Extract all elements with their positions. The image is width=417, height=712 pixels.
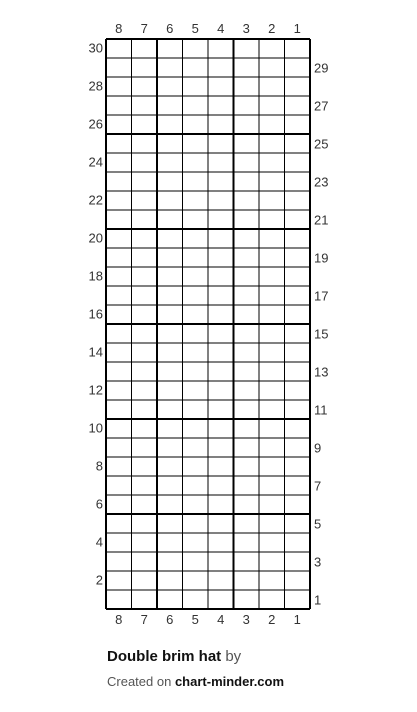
chart-grid [106,39,310,609]
column-number-bottom: 3 [242,612,250,627]
row-number-right: 21 [314,212,329,228]
row-number-right: 27 [314,98,329,114]
row-number-right: 1 [314,592,322,608]
row-number-left: 4 [95,534,103,550]
row-number-right: 25 [314,136,329,152]
row-number-left: 8 [95,458,103,474]
row-number-right: 11 [314,402,328,418]
row-number-left: 2 [95,572,103,588]
row-number-left: 12 [88,382,103,398]
row-number-left: 18 [88,268,103,284]
row-number-left: 28 [88,78,103,94]
column-number-top: 6 [166,21,174,36]
row-number-left: 30 [88,40,103,56]
column-number-top: 5 [191,21,199,36]
row-number-left: 26 [88,116,103,132]
row-number-right: 23 [314,174,329,190]
row-number-right: 29 [314,60,329,76]
column-number-bottom: 4 [217,612,225,627]
column-number-top: 3 [242,21,250,36]
chart-title: Double brim hat [107,648,222,665]
row-number-right: 13 [314,364,329,380]
column-number-bottom: 7 [140,612,148,627]
column-number-top: 7 [140,21,148,36]
row-number-right: 9 [314,440,322,456]
chart-title-line [107,648,241,665]
column-number-bottom: 6 [166,612,174,627]
column-number-bottom: 2 [268,612,276,627]
row-number-right: 19 [314,250,329,266]
column-number-top: 1 [293,21,301,36]
row-number-left: 22 [88,192,103,208]
row-number-left: 10 [88,420,103,436]
row-number-left: 20 [88,230,103,246]
row-number-right: 7 [314,478,322,494]
site-link[interactable]: chart-minder.com [174,674,285,689]
by-label: by [225,648,242,665]
row-number-left: 6 [95,496,103,512]
column-number-top: 8 [115,21,123,36]
row-number-left: 16 [88,306,103,322]
created-on-label: Created on [107,674,172,689]
row-number-right: 15 [314,326,329,342]
row-number-right: 3 [314,554,322,570]
row-number-right: 17 [314,288,329,304]
credit-line [107,674,284,689]
column-number-bottom: 1 [293,612,301,627]
row-number-left: 14 [88,344,103,360]
row-number-right: 5 [314,516,322,532]
column-number-bottom: 8 [115,612,123,627]
column-number-bottom: 5 [191,612,199,627]
column-number-top: 2 [268,21,276,36]
row-number-left: 24 [88,154,103,170]
column-number-top: 4 [217,21,225,36]
